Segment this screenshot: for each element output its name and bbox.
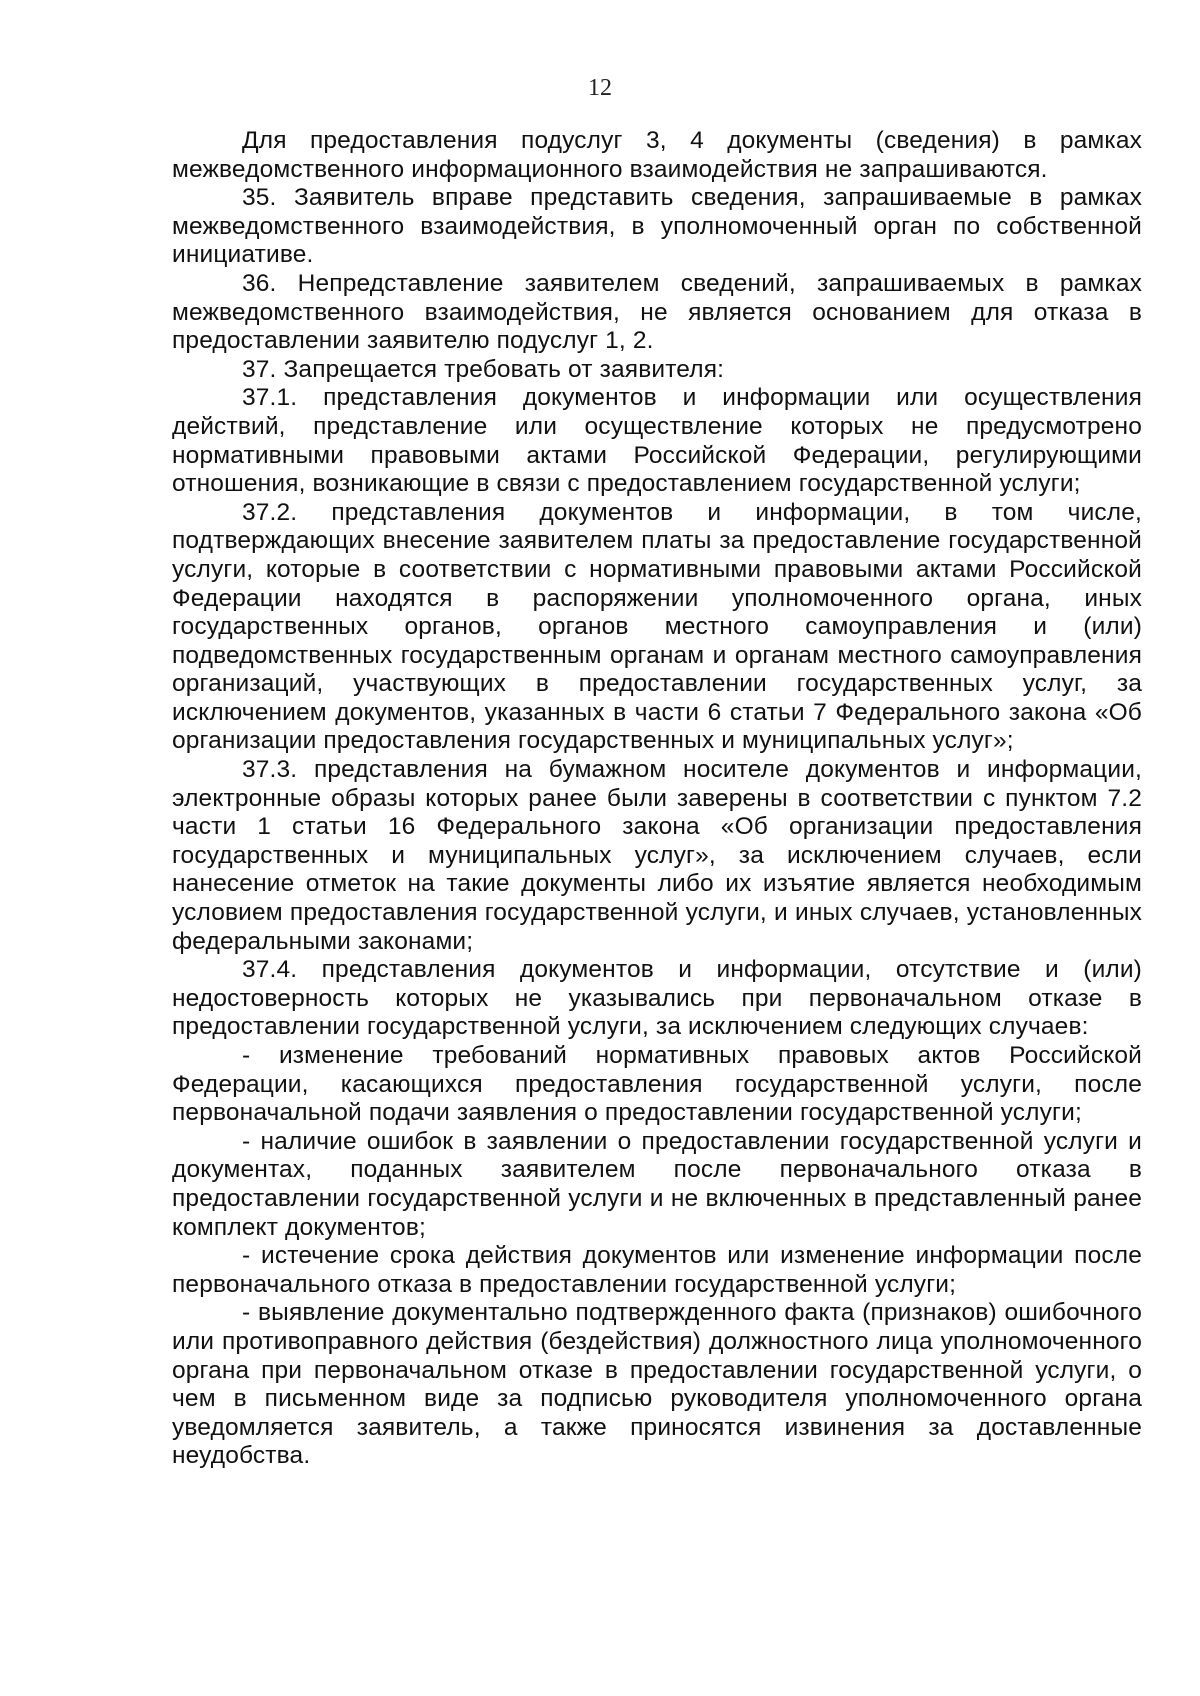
paragraph-37-3: 37.3. представления на бумажном носителе документов и информации, электронные образы которых ранее были заверены в соответствии с пунктом 7.2 части 1 статьи 16 Федерального закона «Об организации предоставления государственных и муниципальных услуг», за исключением случаев, если нанесение отметок на такие документы либо их изъятие является необходимым условием предоставления государственной услуги, и иных случаев, установленных федеральными законами; <box>172 756 1142 955</box>
list-item-requirements-change: - изменение требований нормативных правовых актов Российской Федерации, касающихся предоставления государственной услуги, после первоначальной подачи заявления о предоставлении государственной услуги; <box>172 1042 1142 1127</box>
paragraph-intro: Для предоставления подуслуг 3, 4 документы (сведения) в рамках межведомственного информационного взаимодействия не запрашиваются. <box>172 127 1142 183</box>
paragraph-36: 36. Непредставление заявителем сведений, запрашиваемых в рамках межведомственного взаимодействия, не является основанием для отказа в предоставлении заявителю подуслуг 1, 2. <box>172 269 1142 355</box>
paragraph-37-4: 37.4. представления документов и информации, отсутствие и (или) недостоверность которых не указывались при первоначальном отказе в предоставлении государственной услуги, за исключением следующих случаев: <box>172 956 1142 1041</box>
list-item-expiry: - истечение срока действия документов или изменение информации после первоначального отказа в предоставлении государственной услуги; <box>172 1242 1142 1298</box>
page-number: 12 <box>588 75 612 101</box>
paragraph-37-1: 37.1. представления документов и информации или осуществления действий, представление или осуществление которых не предусмотрено нормативными правовыми актами Российской Федерации, регулирующими отношения, возникающие в связи с предоставлением государственной услуги; <box>172 384 1142 498</box>
document-body <box>172 127 1142 1471</box>
paragraph-37: 37. Запрещается требовать от заявителя: <box>242 355 725 383</box>
list-item-misconduct: - выявление документально подтвержденного факта (признаков) ошибочного или противоправного действия (бездействия) должностного лица уполномоченного органа при первоначальном отказе в предоставлении государственной услуги, о чем в письменном виде за подписью руководителя уполномоченного органа уведомляется заявитель, а также приносятся извинения за доставленные неудобства. <box>172 1299 1142 1470</box>
paragraph-35: 35. Заявитель вправе представить сведения, запрашиваемые в рамках межведомственного взаимодействия, в уполномоченный орган по собственной инициативе. <box>172 184 1142 269</box>
list-item-errors: - наличие ошибок в заявлении о предоставлении государственной услуги и документах, поданных заявителем после первоначального отказа в предоставлении государственной услуги и не включенных в представленный ранее комплект документов; <box>172 1127 1142 1241</box>
paragraph-37-2: 37.2. представления документов и информации, в том числе, подтверждающих внесение заявителем платы за предоставление государственной услуги, которые в соответствии с нормативными правовыми актами Российской Федерации находятся в распоряжении уполномоченного органа, иных государственных органов, органов местного самоуправления и (или) подведомственных государственным органам и органам местного самоуправления организаций, участвующих в предоставлении государственных услуг, за исключением документов, указанных в части 6 статьи 7 Федерального закона «Об организации предоставления государственных и муниципальных услуг»; <box>172 498 1142 755</box>
